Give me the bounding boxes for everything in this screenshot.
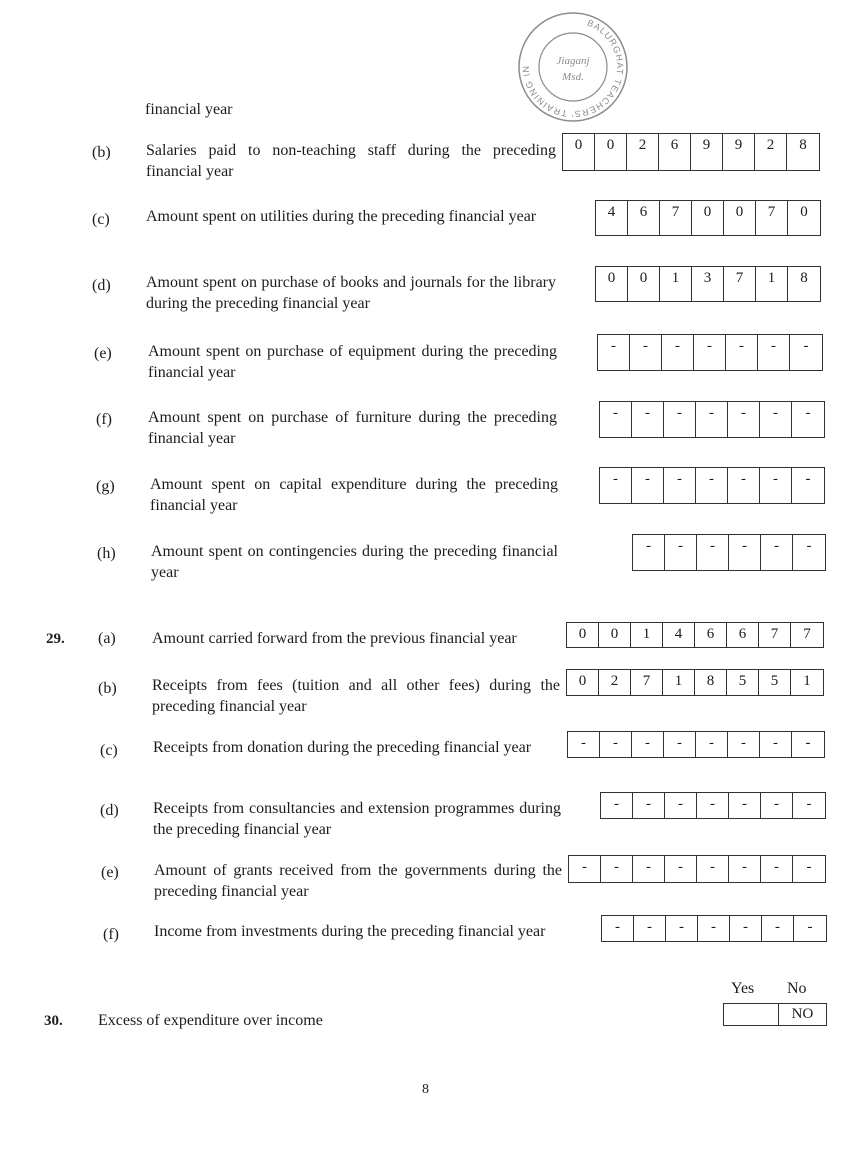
digit-box: 5 [759, 670, 791, 695]
digit-box: 4 [663, 623, 695, 647]
digit-box: 8 [695, 670, 727, 695]
q29e-amount-boxes [568, 855, 826, 883]
digit-box: - [758, 335, 790, 370]
yes-answer-box [723, 1003, 779, 1026]
q29c-amount-boxes [567, 731, 825, 758]
q30-text: Excess of expenditure over income [98, 1012, 323, 1029]
digit-box: - [602, 916, 634, 941]
digit-box: - [601, 856, 633, 882]
digit-box: - [726, 335, 758, 370]
digit-box: 0 [692, 201, 724, 235]
digit-box: 8 [799, 137, 807, 153]
digit-box: 0 [724, 201, 756, 235]
stamp-seal-icon [516, 10, 630, 124]
q28d-amount-boxes [595, 266, 821, 302]
digit-box: - [728, 402, 760, 437]
digit-box: - [761, 856, 793, 882]
digit-box: - [665, 793, 697, 818]
digit-box: - [600, 468, 632, 503]
digit-box: 6 [695, 623, 727, 647]
digit-box: - [803, 338, 809, 354]
digit-box: 2 [755, 134, 787, 170]
q28b-letter: (b) [92, 144, 111, 161]
q29a-text: Amount carried forward from the previous financial year [152, 630, 517, 647]
digit-box: 7 [660, 201, 692, 235]
q29c-letter: (c) [100, 742, 118, 759]
digit-box: 0 [800, 204, 808, 220]
digit-box: - [729, 535, 761, 570]
institute-stamp [516, 10, 630, 124]
digit-box: - [633, 535, 665, 570]
digit-box: - [601, 793, 633, 818]
q29e-letter: (e) [101, 864, 119, 881]
digit-box: 1 [660, 267, 692, 301]
digit-box: - [761, 793, 793, 818]
digit-box: 9 [691, 134, 723, 170]
q28e-letter: (e) [94, 345, 112, 362]
digit-box: - [805, 735, 811, 751]
digit-box: 1 [631, 623, 663, 647]
digit-box: - [694, 335, 726, 370]
digit-box: - [598, 335, 630, 370]
digit-box: - [697, 856, 729, 882]
digit-box: - [600, 732, 632, 757]
digit-box: - [665, 535, 697, 570]
q28c-amount-boxes [595, 200, 821, 236]
q28b-text: Salaries paid to non-teaching staff during the preceding financial year [146, 142, 556, 180]
q29b-text: Receipts from fees (tuition and all other fees) during the preceding financial year [152, 677, 560, 715]
digit-box: - [630, 335, 662, 370]
digit-box: 6 [727, 623, 759, 647]
digit-box: - [632, 732, 664, 757]
q28c-letter: (c) [92, 211, 110, 228]
digit-box: - [696, 402, 728, 437]
digit-box: - [806, 859, 812, 875]
digit-box: 1 [663, 670, 695, 695]
no-column-label: No [787, 980, 807, 997]
digit-box: 9 [723, 134, 755, 170]
q28c-text: Amount spent on utilities during the preceding financial year [146, 208, 537, 225]
digit-box: - [697, 535, 729, 570]
q28d-letter: (d) [92, 277, 111, 294]
digit-box: - [760, 468, 792, 503]
digit-box: - [664, 402, 696, 437]
q28g-text: Amount spent on capital expenditure during the preceding financial year [150, 476, 558, 514]
digit-box: - [729, 793, 761, 818]
digit-box: 7 [759, 623, 791, 647]
digit-box: - [633, 856, 665, 882]
q28f-letter: (f) [96, 411, 112, 428]
digit-box: 6 [628, 201, 660, 235]
digit-box: - [697, 793, 729, 818]
digit-box: - [728, 468, 760, 503]
stamp-line1: Jiaganj [556, 55, 590, 67]
q29a-letter: (a) [98, 630, 116, 647]
q29-number: 29. [46, 631, 65, 647]
digit-box: - [762, 916, 794, 941]
digit-box: - [730, 916, 762, 941]
digit-box: - [662, 335, 694, 370]
q29f-amount-boxes [601, 915, 827, 942]
svg-text:BALURGHAT TEACHERS' TRAINING I: BALURGHAT TEACHERS' TRAINING IN [520, 17, 626, 120]
digit-box: 0 [596, 267, 628, 301]
q29d-letter: (d) [100, 802, 119, 819]
digit-box: - [696, 732, 728, 757]
digit-box: - [632, 468, 664, 503]
digit-box: 4 [596, 201, 628, 235]
digit-box: 3 [692, 267, 724, 301]
digit-box: 1 [803, 673, 811, 689]
digit-box: 0 [599, 623, 631, 647]
digit-box: 6 [659, 134, 691, 170]
digit-box: 0 [567, 623, 599, 647]
q28h-amount-boxes [632, 534, 826, 571]
digit-box: - [806, 538, 812, 554]
q29d-text: Receipts from consultancies and extension programmes during the preceding financial year [153, 800, 561, 838]
q29b-letter: (b) [98, 680, 117, 697]
q28d-text: Amount spent on purchase of books and journals for the library during the preceding financial year [146, 274, 556, 312]
digit-box: - [760, 732, 792, 757]
digit-box: - [760, 402, 792, 437]
digit-box: - [698, 916, 730, 941]
digit-box: 0 [563, 134, 595, 170]
q29a-amount-boxes [566, 622, 824, 648]
digit-box: - [633, 793, 665, 818]
q29e-text: Amount of grants received from the governments during the preceding financial year [154, 862, 562, 900]
digit-box: - [665, 856, 697, 882]
q28f-text: Amount spent on purchase of furniture during the preceding financial year [148, 409, 557, 447]
digit-box: - [805, 405, 811, 421]
q29f-letter: (f) [103, 926, 119, 943]
q29d-amount-boxes [600, 792, 826, 819]
digit-box: 5 [727, 670, 759, 695]
q28g-amount-boxes [599, 467, 825, 504]
q29b-amount-boxes [566, 669, 824, 696]
q29f-text: Income from investments during the preceding financial year [154, 923, 546, 940]
q28g-letter: (g) [96, 478, 115, 495]
q28h-text: Amount spent on contingencies during the preceding financial year [151, 543, 558, 581]
stamp-line2: Msd. [562, 71, 584, 83]
digit-box: - [807, 919, 813, 935]
digit-box: - [600, 402, 632, 437]
digit-box: 0 [628, 267, 660, 301]
digit-box: 2 [627, 134, 659, 170]
page-number: 8 [422, 1082, 429, 1097]
digit-box: - [761, 535, 793, 570]
q29c-text: Receipts from donation during the preceding financial year [153, 739, 532, 756]
digit-box: - [696, 468, 728, 503]
digit-box: 7 [724, 267, 756, 301]
q28e-amount-boxes [597, 334, 823, 371]
digit-box: - [634, 916, 666, 941]
q28e-text: Amount spent on purchase of equipment during the preceding financial year [148, 343, 557, 381]
digit-box: - [664, 468, 696, 503]
digit-box: - [666, 916, 698, 941]
q28f-amount-boxes [599, 401, 825, 438]
digit-box: - [805, 471, 811, 487]
digit-box: 0 [595, 134, 627, 170]
digit-box: 7 [803, 626, 811, 642]
digit-box: 7 [631, 670, 663, 695]
digit-box: 1 [756, 267, 788, 301]
digit-box: 7 [756, 201, 788, 235]
digit-box: - [568, 732, 600, 757]
digit-box: 0 [567, 670, 599, 695]
digit-box: - [729, 856, 761, 882]
digit-box: 8 [800, 270, 808, 286]
q28h-letter: (h) [97, 545, 116, 562]
digit-box: - [806, 796, 812, 812]
digit-box: - [664, 732, 696, 757]
no-answer-box: NO [778, 1003, 827, 1026]
q28a-continuation: financial year [145, 101, 233, 118]
q28b-amount-boxes [562, 133, 820, 171]
digit-box: - [728, 732, 760, 757]
yes-column-label: Yes [731, 980, 755, 997]
q30-number: 30. [44, 1013, 63, 1029]
digit-box: - [632, 402, 664, 437]
digit-box: 2 [599, 670, 631, 695]
digit-box: - [569, 856, 601, 882]
